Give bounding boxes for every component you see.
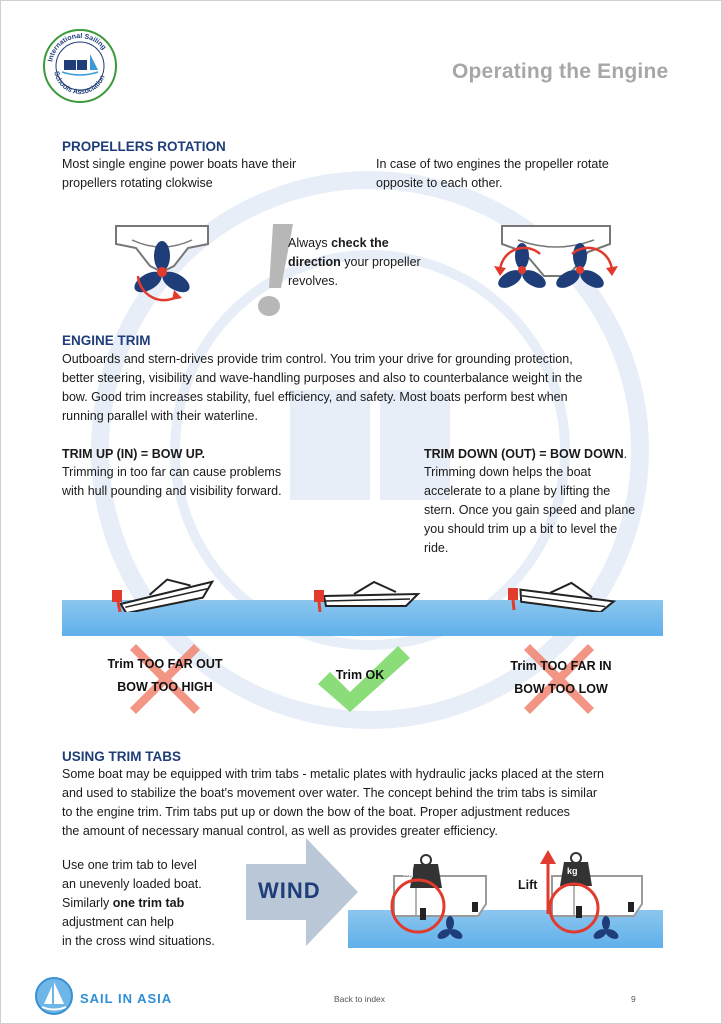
wind-label: WIND [258, 878, 321, 903]
boat-level [310, 576, 422, 612]
page-title: Operating the Engine [452, 60, 669, 83]
sail-in-asia-brand: SAIL IN ASIA [80, 991, 173, 1006]
weight-label-2: kg [567, 866, 578, 876]
trim-tab-boat-lift [512, 846, 652, 944]
svg-text:International Sailing: International Sailing [47, 32, 108, 63]
issa-logo [42, 28, 118, 104]
boat-bow-high [110, 572, 222, 612]
single-propeller-illustration [108, 218, 216, 304]
trim-down-heading: TRIM DOWN (OUT) = BOW DOWN. [424, 447, 628, 461]
boat-bow-low [506, 576, 618, 612]
page-number: 9 [631, 994, 636, 1004]
verdict-trim-ok: Trim OK [335, 668, 385, 682]
twin-engine-text: In case of two engines the propeller rotate opposite to each other. [376, 157, 609, 190]
sail-in-asia-logo [34, 976, 74, 1016]
engine-trim-paragraph: Outboards and stern-drives provide trim control. You trim your drive for grounding protection, better steering, visibility and wave-handling purposes and also to counterbalance weight in the bow. Good trim increases stability, fuel efficiency, and safety. Most boats perform best when running parallel with their waterline. [62, 352, 583, 423]
trim-tab-usage-text: Use one trim tab to level an unevenly loaded boat. Similarly one trim tab adjustment can help in the cross wind situations. [62, 858, 215, 948]
propellers-heading: PROPELLERS ROTATION [62, 139, 226, 154]
trim-down-text: Trimming down helps the boat accelerate to a plane by lifting the stern. Once you gain speed and plane you should trim up a bit to level the ride. [424, 465, 636, 555]
trim-tabs-heading: USING TRIM TABS [62, 749, 181, 764]
trim-tab-boat-level [374, 846, 496, 944]
back-to-index-link[interactable]: Back to index [334, 994, 386, 1004]
lift-label: Lift [518, 878, 538, 892]
engine-trim-heading: ENGINE TRIM [62, 333, 151, 348]
svg-text:Schools Association: Schools Association [52, 70, 107, 97]
propeller-check-note: Always check the direction your propeller revolves. [288, 236, 421, 288]
trim-tabs-paragraph: Some boat may be equipped with trim tabs - metalic plates with hydraulic jacks placed at the stern and used to stabilize the boat's movement over water. The concept behind the trim tabs is similar to the engine trim. Trim tabs put up or down the bow of the boat. Proper adjustment reduces the amount of necessary manual control, as well as provides greater efficiency. [62, 767, 604, 838]
verdict-too-far-out: Trim TOO FAR OUT BOW TOO HIGH [107, 657, 223, 694]
trim-up-text: Trimming in too far can cause problems with hull pounding and visibility forward. [62, 465, 282, 498]
trim-up-heading: TRIM UP (IN) = BOW UP. [62, 447, 205, 461]
weight-label-1: kg [403, 868, 414, 878]
twin-propeller-illustration [490, 218, 622, 304]
verdict-too-far-in: Trim TOO FAR IN BOW TOO LOW [510, 659, 612, 696]
single-engine-text: Most single engine power boats have their propellers rotating clokwise [62, 157, 297, 190]
